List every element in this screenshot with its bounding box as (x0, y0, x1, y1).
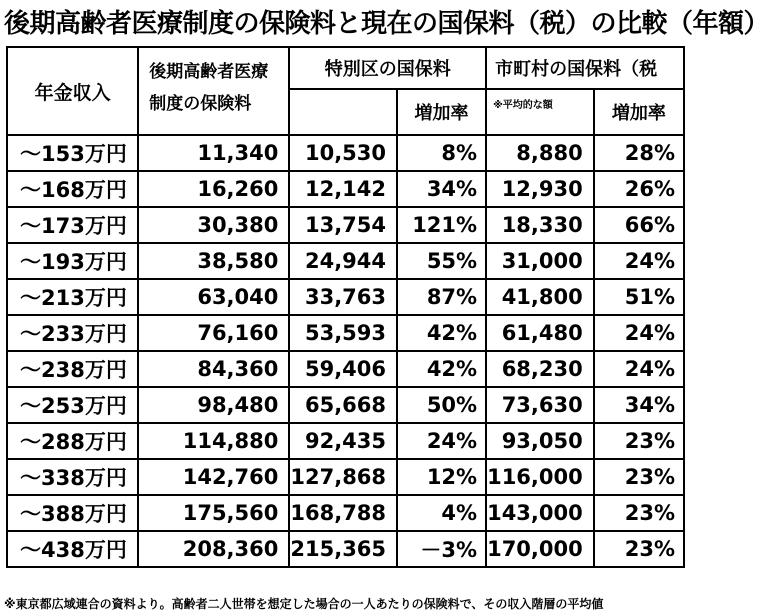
shichoson-rate-cell: 24% (594, 351, 684, 387)
page-title: 後期高齢者医療制度の保険料と現在の国保料（税）の比較（年額） (4, 9, 769, 39)
tokubetsu-cell: 168,788 (289, 495, 397, 531)
shichoson-rate-cell: 23% (594, 495, 684, 531)
header-row-1 (7, 47, 684, 89)
header-income: 年金収入 (7, 47, 138, 135)
koki-cell: 11,340 (138, 135, 289, 171)
tokubetsu-rate-cell: 34% (397, 171, 486, 207)
koki-cell: 30,380 (138, 207, 289, 243)
tokubetsu-cell: 13,754 (289, 207, 397, 243)
income-cell: ～253万円 (7, 387, 138, 423)
tokubetsu-cell: 33,763 (289, 279, 397, 315)
tokubetsu-cell: 65,668 (289, 387, 397, 423)
income-cell: ～338万円 (7, 459, 138, 495)
header-tokubetsu: 特別区の国保料 (289, 47, 486, 89)
tokubetsu-rate-cell: －3% (397, 531, 486, 567)
header-tokubetsu-rate: 増加率 (397, 89, 486, 135)
tokubetsu-cell: 59,406 (289, 351, 397, 387)
comparison-table (6, 46, 685, 568)
header-shichoson-sub: ※平均的な額 (486, 89, 594, 135)
table-row (7, 351, 684, 387)
shichoson-rate-cell: 23% (594, 423, 684, 459)
shichoson-cell: 12,930 (486, 171, 594, 207)
shichoson-cell: 170,000 (486, 531, 594, 567)
income-cell: ～388万円 (7, 495, 138, 531)
koki-cell: 208,360 (138, 531, 289, 567)
table-row (7, 531, 684, 567)
koki-cell: 76,160 (138, 315, 289, 351)
shichoson-rate-cell: 34% (594, 387, 684, 423)
table-row (7, 135, 684, 171)
income-cell: ～238万円 (7, 351, 138, 387)
tokubetsu-rate-cell: 42% (397, 315, 486, 351)
shichoson-cell: 31,000 (486, 243, 594, 279)
shichoson-rate-cell: 26% (594, 171, 684, 207)
shichoson-rate-cell: 28% (594, 135, 684, 171)
shichoson-cell: 68,230 (486, 351, 594, 387)
income-cell: ～213万円 (7, 279, 138, 315)
header-tokubetsu-blank (289, 89, 397, 135)
income-cell: ～438万円 (7, 531, 138, 567)
income-cell: ～193万円 (7, 243, 138, 279)
header-shichoson-rate: 増加率 (594, 89, 684, 135)
table-row (7, 315, 684, 351)
koki-cell: 16,260 (138, 171, 289, 207)
tokubetsu-rate-cell: 8% (397, 135, 486, 171)
shichoson-cell: 41,800 (486, 279, 594, 315)
shichoson-cell: 93,050 (486, 423, 594, 459)
shichoson-cell: 73,630 (486, 387, 594, 423)
table-row (7, 387, 684, 423)
tokubetsu-rate-cell: 24% (397, 423, 486, 459)
tokubetsu-cell: 127,868 (289, 459, 397, 495)
header-koki-line2: 制度の保険料 (149, 94, 252, 114)
koki-cell: 142,760 (138, 459, 289, 495)
tokubetsu-rate-cell: 12% (397, 459, 486, 495)
tokubetsu-rate-cell: 55% (397, 243, 486, 279)
tokubetsu-cell: 53,593 (289, 315, 397, 351)
footnote: ※東京都広域連合の資料より。高齢者二人世帯を想定した場合の一人あたりの保険料で、その収入階層の平均値 (4, 597, 604, 611)
shichoson-rate-cell: 51% (594, 279, 684, 315)
shichoson-rate-cell: 24% (594, 315, 684, 351)
shichoson-rate-cell: 23% (594, 459, 684, 495)
table-row (7, 459, 684, 495)
table-row (7, 423, 684, 459)
shichoson-rate-cell: 24% (594, 243, 684, 279)
table-row (7, 243, 684, 279)
koki-cell: 175,560 (138, 495, 289, 531)
header-koki (138, 47, 289, 135)
koki-cell: 98,480 (138, 387, 289, 423)
koki-cell: 63,040 (138, 279, 289, 315)
tokubetsu-cell: 215,365 (289, 531, 397, 567)
table-row (7, 495, 684, 531)
koki-cell: 84,360 (138, 351, 289, 387)
income-cell: ～288万円 (7, 423, 138, 459)
shichoson-cell: 116,000 (486, 459, 594, 495)
tokubetsu-rate-cell: 42% (397, 351, 486, 387)
income-cell: ～233万円 (7, 315, 138, 351)
koki-cell: 38,580 (138, 243, 289, 279)
income-cell: ～168万円 (7, 171, 138, 207)
header-shichoson: 市町村の国保料（税 (486, 47, 684, 89)
tokubetsu-rate-cell: 87% (397, 279, 486, 315)
tokubetsu-cell: 10,530 (289, 135, 397, 171)
tokubetsu-rate-cell: 121% (397, 207, 486, 243)
shichoson-rate-cell: 66% (594, 207, 684, 243)
tokubetsu-cell: 24,944 (289, 243, 397, 279)
tokubetsu-rate-cell: 50% (397, 387, 486, 423)
shichoson-cell: 61,480 (486, 315, 594, 351)
koki-cell: 114,880 (138, 423, 289, 459)
table-row (7, 207, 684, 243)
income-cell: ～173万円 (7, 207, 138, 243)
shichoson-cell: 143,000 (486, 495, 594, 531)
shichoson-rate-cell: 23% (594, 531, 684, 567)
header-koki-line1: 後期高齢者医療 (149, 62, 269, 82)
tokubetsu-cell: 12,142 (289, 171, 397, 207)
table-row (7, 279, 684, 315)
tokubetsu-cell: 92,435 (289, 423, 397, 459)
shichoson-cell: 8,880 (486, 135, 594, 171)
table-row (7, 171, 684, 207)
tokubetsu-rate-cell: 4% (397, 495, 486, 531)
income-cell: ～153万円 (7, 135, 138, 171)
shichoson-cell: 18,330 (486, 207, 594, 243)
